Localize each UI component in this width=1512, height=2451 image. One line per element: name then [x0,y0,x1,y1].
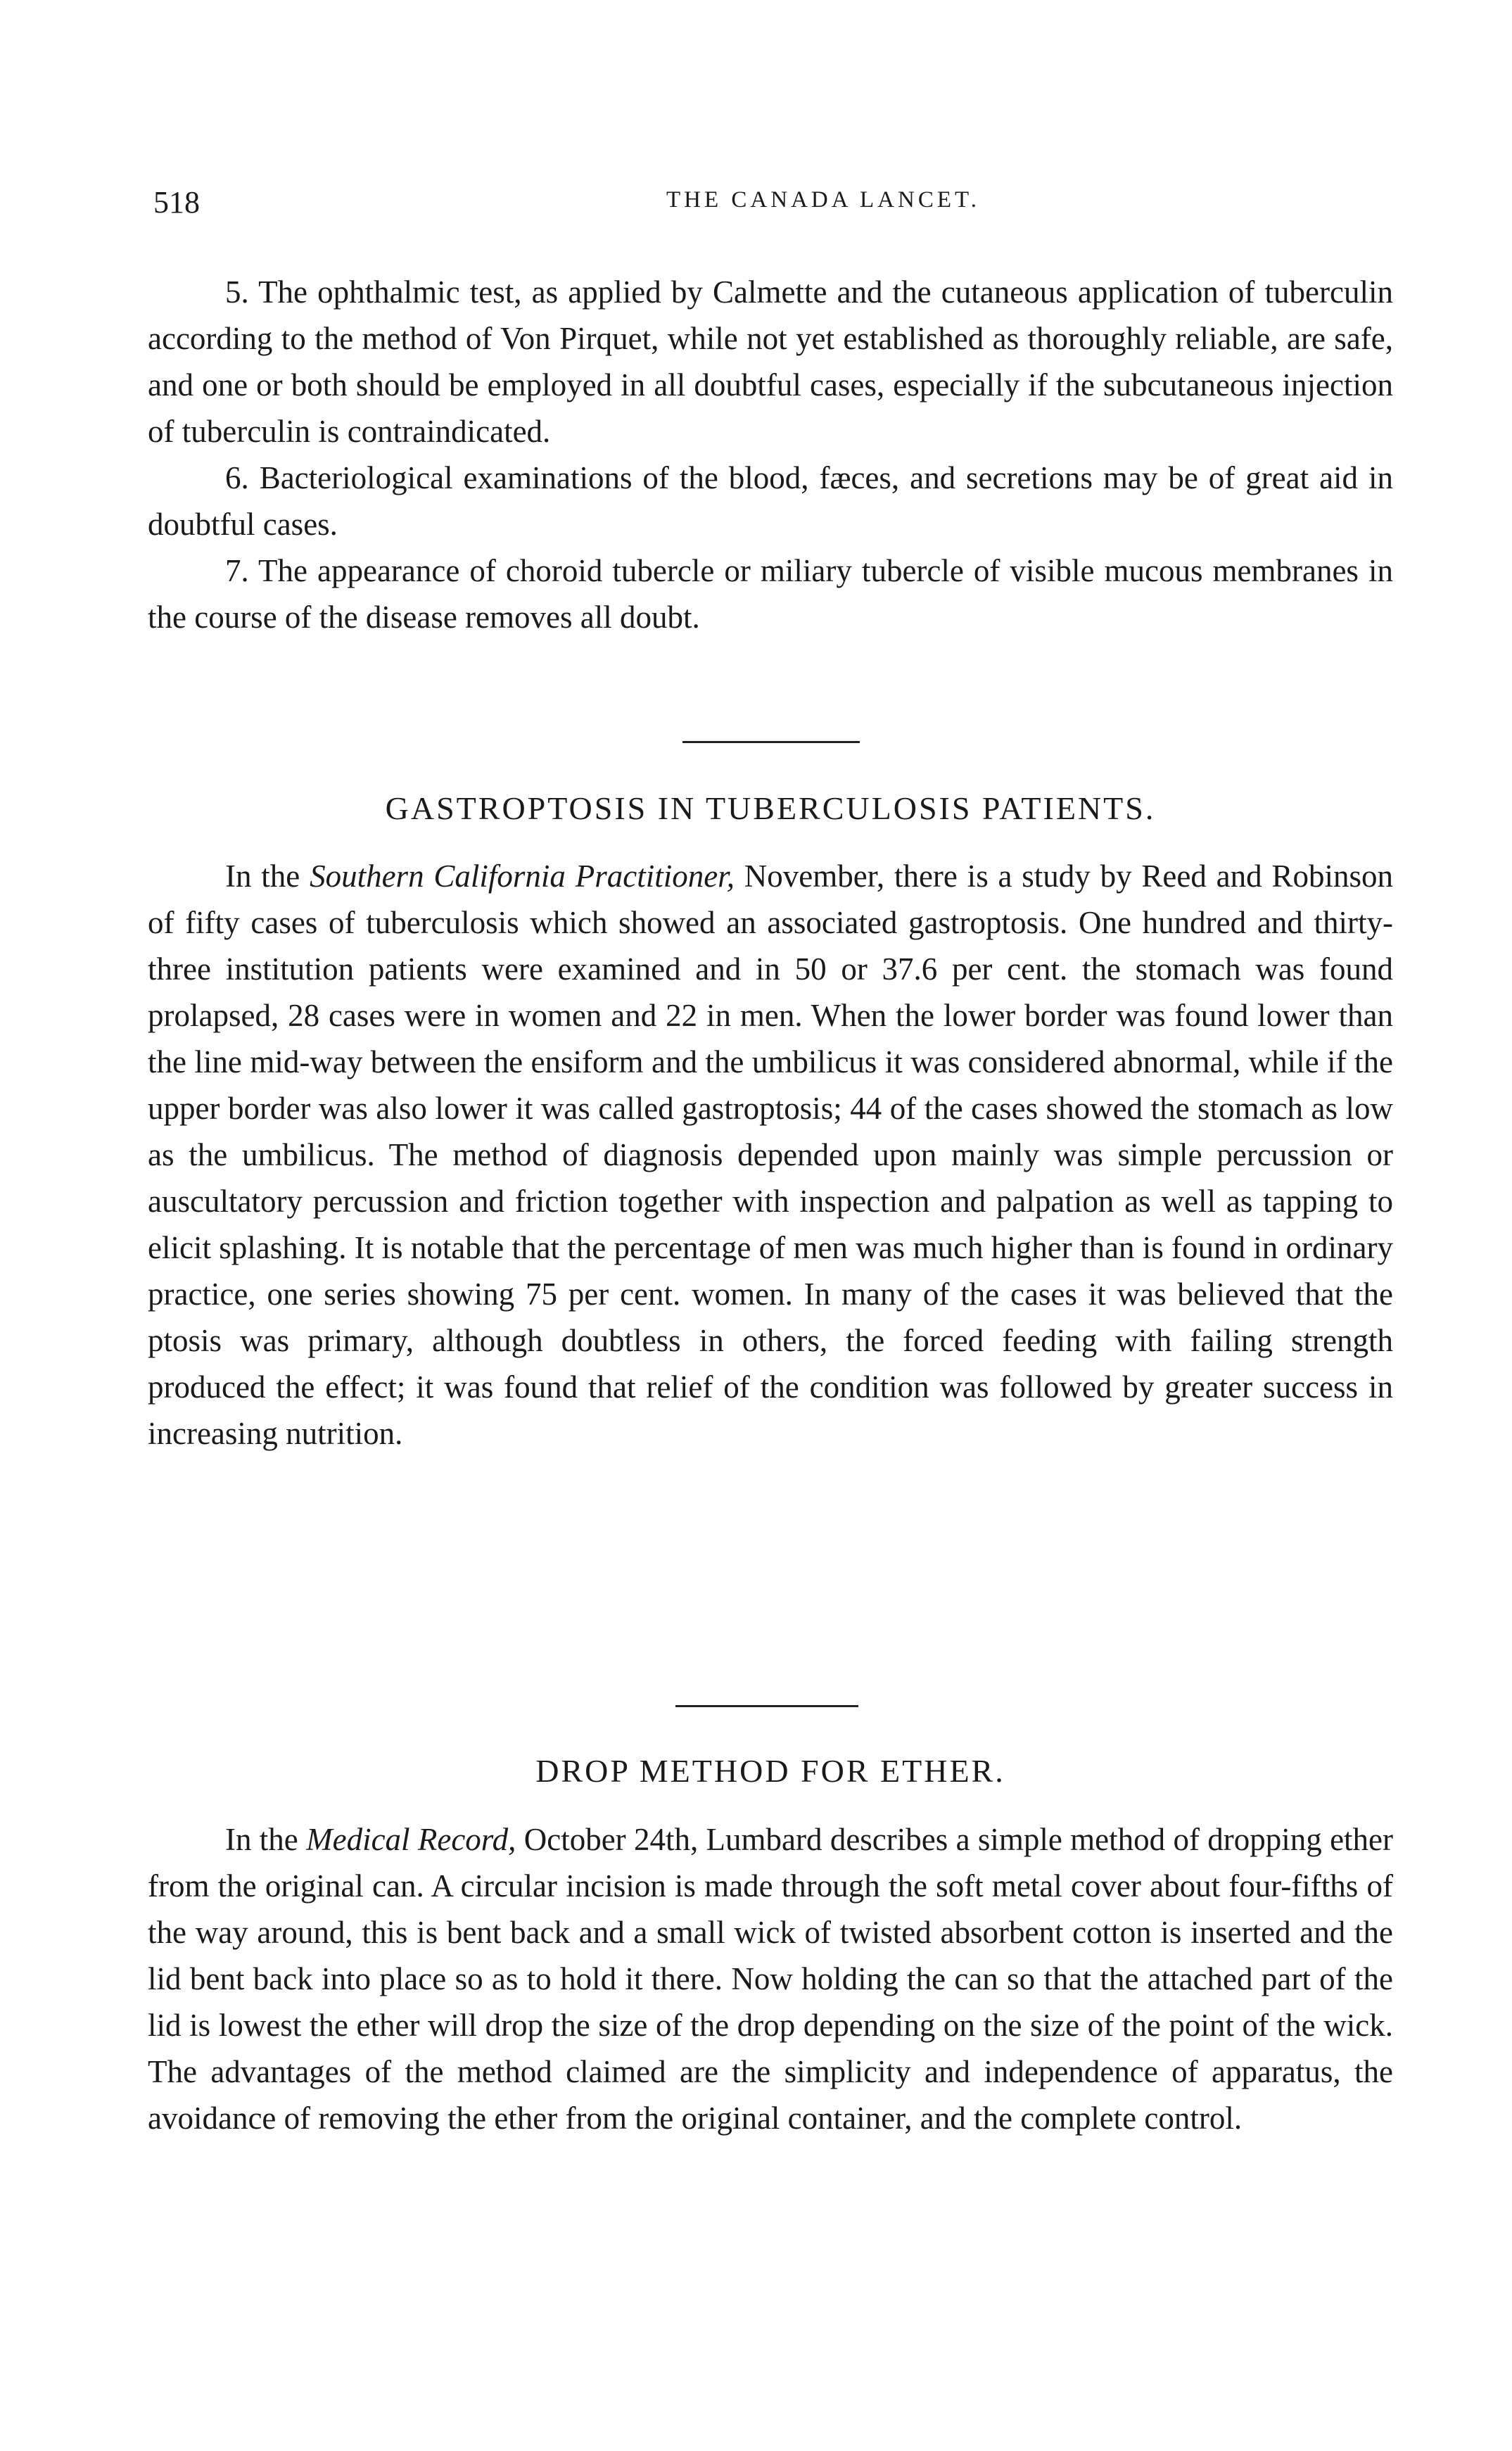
section-divider [675,1705,858,1707]
conclusions-list [148,269,1393,640]
running-head [148,184,1393,227]
page-number: 518 [153,185,200,220]
paragraph-text: October 24th, Lumbard describes a simple method of dropping ether from the original can. A circular incision is made through the soft metal cover about four-fifths of the way around, this is bent back and a small wick of twisted absorbent cotton is inserted and the lid bent back into place so as to hold it there. Now holding the can so that the attached part of the lid is lowest the ether will drop the size of the drop depending on the size of the point of the wick. The advantages of the method claimed are the simplicity and independence of apparatus, the avoidance of removing the ether from the original container, and the complete control. [148,1822,1394,2136]
paragraph-text: November, there is a study by Reed and Robinson of fifty cases of tuberculosis which showed an associated gastroptosis. One hundred and thirty-three institution patients were examined and in 50 or 37.6 per cent. the stomach was found prolapsed, 28 cases were in women and 22 in men. When the lower border was found lower than the line mid-way between the ensiform and the umbilicus it was considered abnormal, while if the upper border was also lower it was called gastroptosis; 44 of the cases showed the stomach as low as the umbilicus. The method of diagnosis depended upon mainly was simple percussion or auscultatory percussion and friction together with inspection and palpation as well as tapping to elicit splashing. It is notable that the percentage of men was much higher than is found in ordinary practice, one series showing 75 per cent. women. In many of the cases it was believed that the ptosis was primary, although doubtless in others, the forced feeding with failing strength produced the effect; it was found that relief of the condition was followed by greater success in increasing nutrition. [148,859,1393,1451]
article-paragraph [148,1816,1393,2141]
conclusion-item-7: 7. The appearance of choroid tubercle or miliary tubercle of visible mucous membranes in the course of the disease removes all doubt. [148,553,1393,635]
lead-in: In the [225,859,310,894]
source-journal: Southern California Practitioner, [310,859,735,894]
article-paragraph [148,853,1393,1457]
source-journal: Medical Record, [306,1822,516,1857]
section-divider [682,741,860,743]
conclusion-item-6: 6. Bacteriological examinations of the blood, fæces, and secretions may be of great aid in doubtful cases. [148,460,1393,542]
article-heading-ether: DROP METHOD FOR ETHER. [535,1753,1005,1789]
lead-in: In the [225,1822,307,1857]
journal-title: THE CANADA LANCET. [666,187,980,213]
article-heading-gastroptosis: GASTROPTOSIS IN TUBERCULOSIS PATIENTS. [385,790,1156,826]
article-body-ether [148,1816,1393,2141]
conclusion-item-5: 5. The ophthalmic test, as applied by Calmette and the cutaneous application of tuberculin according to the method of Von Pirquet, while not yet established as thoroughly reliable, are safe, and one or both should be employed in all doubtful cases, especially if the subcutaneous injection of tuberculin is contraindicated. [148,274,1393,449]
article-body-gastroptosis [148,853,1393,1457]
